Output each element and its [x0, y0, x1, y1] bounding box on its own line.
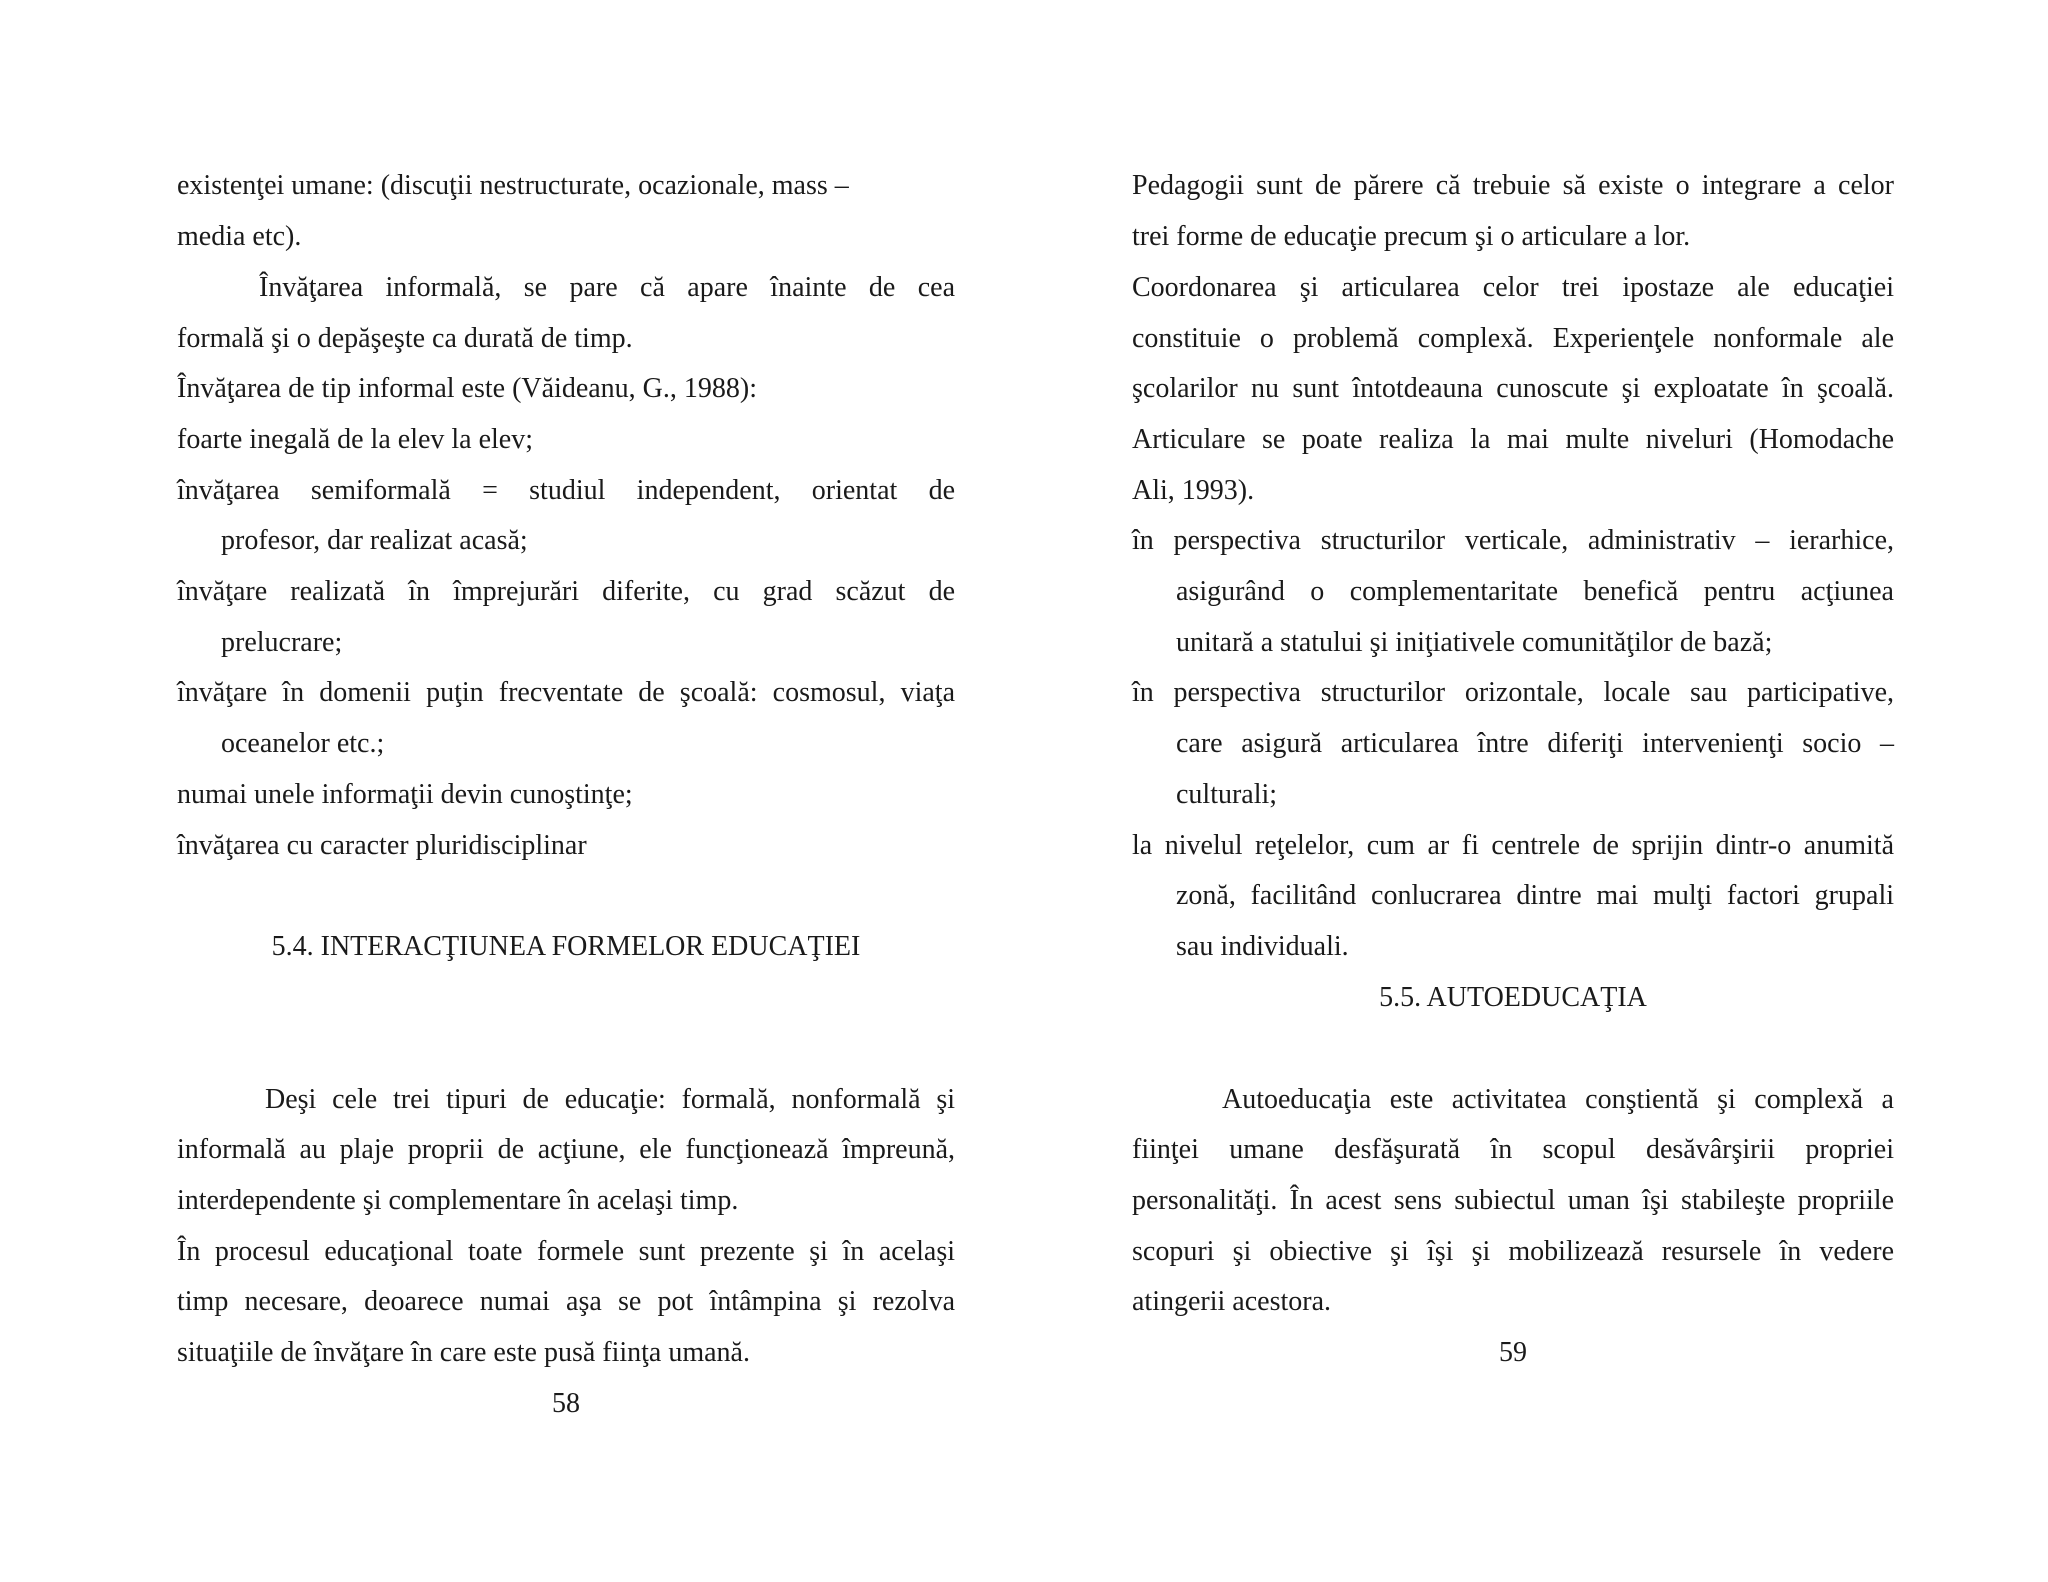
text-line: Învăţarea informală, se pare că apare înainte de cea [259, 272, 955, 303]
text-line: situaţiile de învăţare în care este pusă fiinţa umană. [177, 1337, 750, 1368]
text-line: Deşi cele trei tipuri de educaţie: formală, nonformală şi [265, 1084, 955, 1115]
text-line: existenţei umane: (discuţii nestructurate, ocazionale, mass – [177, 170, 849, 201]
list-item-continuation: sau individuali. [1176, 931, 1349, 962]
text-line: Articulare se poate realiza la mai multe niveluri (Homodache [1132, 424, 1894, 455]
text-line: fiinţei umane desfăşurată în scopul desăvârşirii propriei [1132, 1134, 1894, 1165]
text-line: Coordonarea şi articularea celor trei ipostaze ale educaţiei [1132, 272, 1894, 303]
list-item-continuation: profesor, dar realizat acasă; [221, 525, 528, 556]
text-line: Învăţarea de tip informal este (Văideanu, G., 1988): [177, 373, 758, 404]
list-item: învăţare realizată în împrejurări diferite, cu grad scăzut de [177, 576, 955, 607]
text-line: Ali, 1993). [1132, 475, 1255, 506]
text-line: informală au plaje proprii de acţiune, ele funcţionează împreună, [177, 1134, 955, 1165]
list-item-continuation: asigurând o complementaritate benefică pentru acţiunea [1176, 576, 1894, 607]
text-line: În procesul educaţional toate formele sunt prezente şi în acelaşi [177, 1236, 955, 1267]
list-item: în perspectiva structurilor orizontale, locale sau participative, [1132, 677, 1894, 708]
text-line: Autoeducaţia este activitatea conştientă şi complexă a [1222, 1084, 1894, 1115]
text-line: personalităţi. În acest sens subiectul uman îşi stabileşte propriile [1132, 1185, 1894, 1216]
list-item-continuation: prelucrare; [221, 627, 343, 658]
text-line: atingerii acestora. [1132, 1286, 1332, 1317]
text-line: Pedagogii sunt de părere că trebuie să existe o integrare a celor [1132, 170, 1894, 201]
text-line: scopuri şi obiective şi îşi şi mobilizează resursele în vedere [1132, 1236, 1894, 1267]
list-item-continuation: culturali; [1176, 779, 1278, 810]
list-item: foarte inegală de la elev la elev; [177, 424, 534, 455]
list-item: învăţare în domenii puţin frecventate de şcoală: cosmosul, viaţa [177, 677, 955, 708]
list-item-continuation: zonă, facilitând conlucrarea dintre mai mulţi factori grupali [1176, 880, 1894, 911]
text-line: constituie o problemă complexă. Experienţele nonformale ale [1132, 323, 1894, 354]
text-line: timp necesare, deoarece numai aşa se pot întâmpina şi rezolva [177, 1286, 955, 1317]
list-item: învăţarea semiformală = studiul independent, orientat de [177, 475, 955, 506]
page-number: 59 [1499, 1337, 1527, 1368]
text-line: interdependente şi complementare în acelaşi timp. [177, 1185, 739, 1216]
page-number: 58 [552, 1388, 580, 1419]
list-item: la nivelul reţelelor, cum ar fi centrele de sprijin dintr-o anumită [1132, 830, 1894, 861]
list-item: în perspectiva structurilor verticale, administrativ – ierarhice, [1132, 525, 1894, 556]
right-page [1132, 0, 1894, 1582]
text-line: formală şi o depăşeşte ca durată de timp. [177, 323, 633, 354]
list-item-continuation: unitară a statului şi iniţiativele comunităţilor de bază; [1176, 627, 1773, 658]
section-heading: 5.4. INTERACŢIUNEA FORMELOR EDUCAŢIEI [271, 931, 861, 962]
text-line: media etc). [177, 221, 302, 252]
list-item-continuation: care asigură articularea între diferiţi intervenienţi socio – [1176, 728, 1894, 759]
text-line: trei forme de educaţie precum şi o articulare a lor. [1132, 221, 1691, 252]
left-page [177, 0, 955, 1582]
list-item-continuation: oceanelor etc.; [221, 728, 385, 759]
text-line: şcolarilor nu sunt întotdeauna cunoscute şi exploatate în şcoală. [1132, 373, 1894, 404]
list-item: învăţarea cu caracter pluridisciplinar [177, 830, 587, 861]
list-item: numai unele informaţii devin cunoştinţe; [177, 779, 633, 810]
section-heading: 5.5. AUTOEDUCAŢIA [1379, 982, 1647, 1013]
